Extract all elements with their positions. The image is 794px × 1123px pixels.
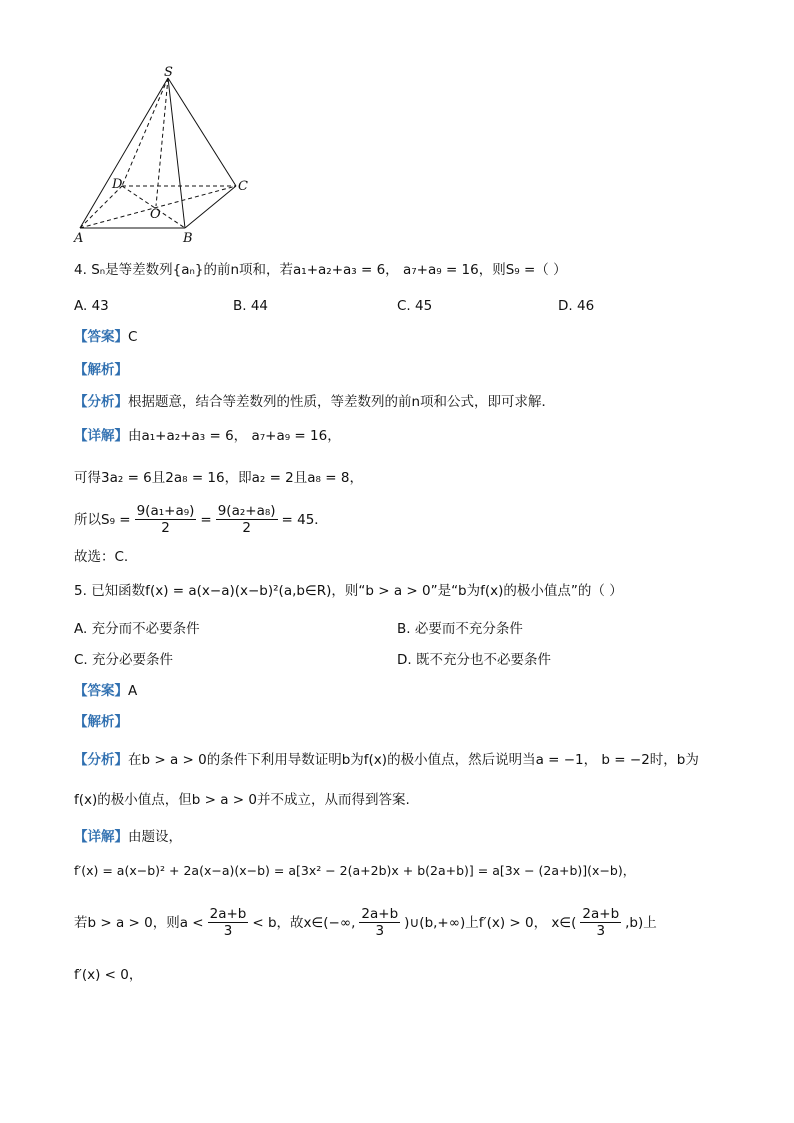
edge-BC	[185, 186, 236, 228]
label-S: S	[164, 65, 173, 80]
q5-if-end: ,b)上	[625, 914, 657, 931]
q4-jiexi-tag: 【解析】	[74, 362, 128, 378]
q4-frac2	[216, 503, 278, 536]
q5-frac-b-den: 3	[375, 923, 385, 940]
q5-xiangjie-1: 由题设，	[128, 829, 182, 845]
q4-line2: 可得3a₂ = 6且2a₈ = 16，即a₂ = 2且a₈ = 8，	[74, 470, 363, 486]
q4-stem-line	[74, 262, 567, 278]
q5-xiangjie-line	[74, 829, 182, 845]
q4-xiangjie-line	[74, 428, 341, 444]
q4-line3-suffix: = 45．	[281, 511, 328, 528]
q5-if-mid: < b，故x∈(−∞,	[252, 914, 356, 931]
q4-frac1	[135, 503, 197, 536]
q5-option-a: A. 充分而不必要条件	[74, 621, 200, 637]
q5-frac-c-den: 3	[596, 923, 606, 940]
q4-xiangjie-1: 由a₁+a₂+a₃ = 6， a₇+a₉ = 16，	[128, 428, 341, 444]
q4-answer-line	[74, 329, 137, 345]
q5-answer-line	[74, 683, 137, 699]
q5-frac-c-num: 2a+b	[582, 906, 620, 922]
q5-number: 5.	[74, 583, 87, 599]
q5-if-line	[74, 906, 657, 939]
q5-option-b: B. 必要而不充分条件	[397, 621, 523, 637]
q5-stem-line	[74, 583, 623, 599]
q5-derivative: f′(x) = a(x−b)² + 2a(x−a)(x−b) = a[3x² − 2(a+2b)x + b(2a+b)] = a[3x − (2a+b)](x−b)，	[74, 863, 636, 878]
q4-fenxi: 根据题意，结合等差数列的性质，等差数列的前n项和公式，即可求解．	[128, 394, 556, 410]
q5-frac-a-den: 3	[223, 923, 233, 940]
q4-equals: =	[200, 511, 212, 528]
q4-frac1-den: 2	[161, 520, 170, 537]
edge-SA	[80, 78, 168, 228]
q4-conclusion: 故选：C.	[74, 549, 129, 565]
label-A: A	[74, 231, 84, 246]
label-D: D	[112, 177, 123, 192]
q5-answer: A	[128, 683, 138, 699]
pyramid-figure	[70, 60, 270, 250]
q4-frac2-num: 9(a₂+a₈)	[217, 503, 276, 519]
q5-if-mid2: )∪(b,+∞)上f′(x) > 0， x∈(	[404, 914, 577, 931]
q4-fenxi-tag: 【分析】	[74, 394, 128, 410]
q4-line3	[74, 503, 328, 536]
q5-answer-tag: 【答案】	[74, 683, 128, 699]
q4-number: 4.	[74, 262, 87, 278]
q4-answer: C	[128, 329, 138, 345]
q5-frac-a	[208, 906, 249, 939]
q5-frac-b-num: 2a+b	[361, 906, 399, 922]
q4-line3-prefix: 所以S₉ =	[74, 511, 131, 528]
q5-xiangjie-tag: 【详解】	[74, 829, 128, 845]
q4-option-b: B. 44	[233, 298, 269, 314]
q5-frac-c	[580, 906, 621, 939]
q5-fenxi-1: 在b > a > 0的条件下利用导数证明b为f(x)的极小值点，然后说明当a = −1， b = −2时，b为	[128, 752, 699, 768]
q4-fenxi-line	[74, 394, 555, 410]
q5-stem: 已知函数f(x) = a(x−a)(x−b)²(a,b∈R)，则“b > a > 0”是“b为f(x)的极小值点”的（ ）	[91, 583, 623, 599]
q4-xiangjie-tag: 【详解】	[74, 428, 128, 444]
q5-if-prefix: 若b > a > 0，则a <	[74, 914, 204, 931]
q5-option-c: C. 充分必要条件	[74, 652, 174, 668]
q4-frac1-num: 9(a₁+a₉)	[136, 503, 195, 519]
label-C: C	[238, 179, 248, 194]
q4-stem: Sₙ是等差数列{aₙ}的前n项和，若a₁+a₂+a₃ = 6， a₇+a₉ = 16，则S₉ =（ ）	[91, 262, 567, 278]
q5-fenxi-line1	[74, 752, 699, 768]
q4-option-d: D. 46	[558, 298, 595, 314]
label-B: B	[183, 231, 193, 246]
q5-frac-a-num: 2a+b	[209, 906, 247, 922]
q4-frac2-den: 2	[242, 520, 251, 537]
height-SO	[156, 78, 168, 206]
q5-fenxi-tag: 【分析】	[74, 752, 128, 768]
q5-frac-b	[359, 906, 400, 939]
q4-answer-tag: 【答案】	[74, 329, 128, 345]
q4-option-c: C. 45	[397, 298, 433, 314]
label-O: O	[150, 207, 161, 222]
q5-fenxi-line2: f(x)的极小值点，但b > a > 0并不成立，从而得到答案.	[74, 792, 410, 808]
q5-option-d: D. 既不充分也不必要条件	[397, 652, 551, 668]
q4-option-a: A. 43	[74, 298, 109, 314]
q5-jiexi-tag: 【解析】	[74, 714, 128, 730]
q5-last-line: f′(x) < 0，	[74, 967, 143, 983]
edge-SD	[122, 78, 168, 186]
